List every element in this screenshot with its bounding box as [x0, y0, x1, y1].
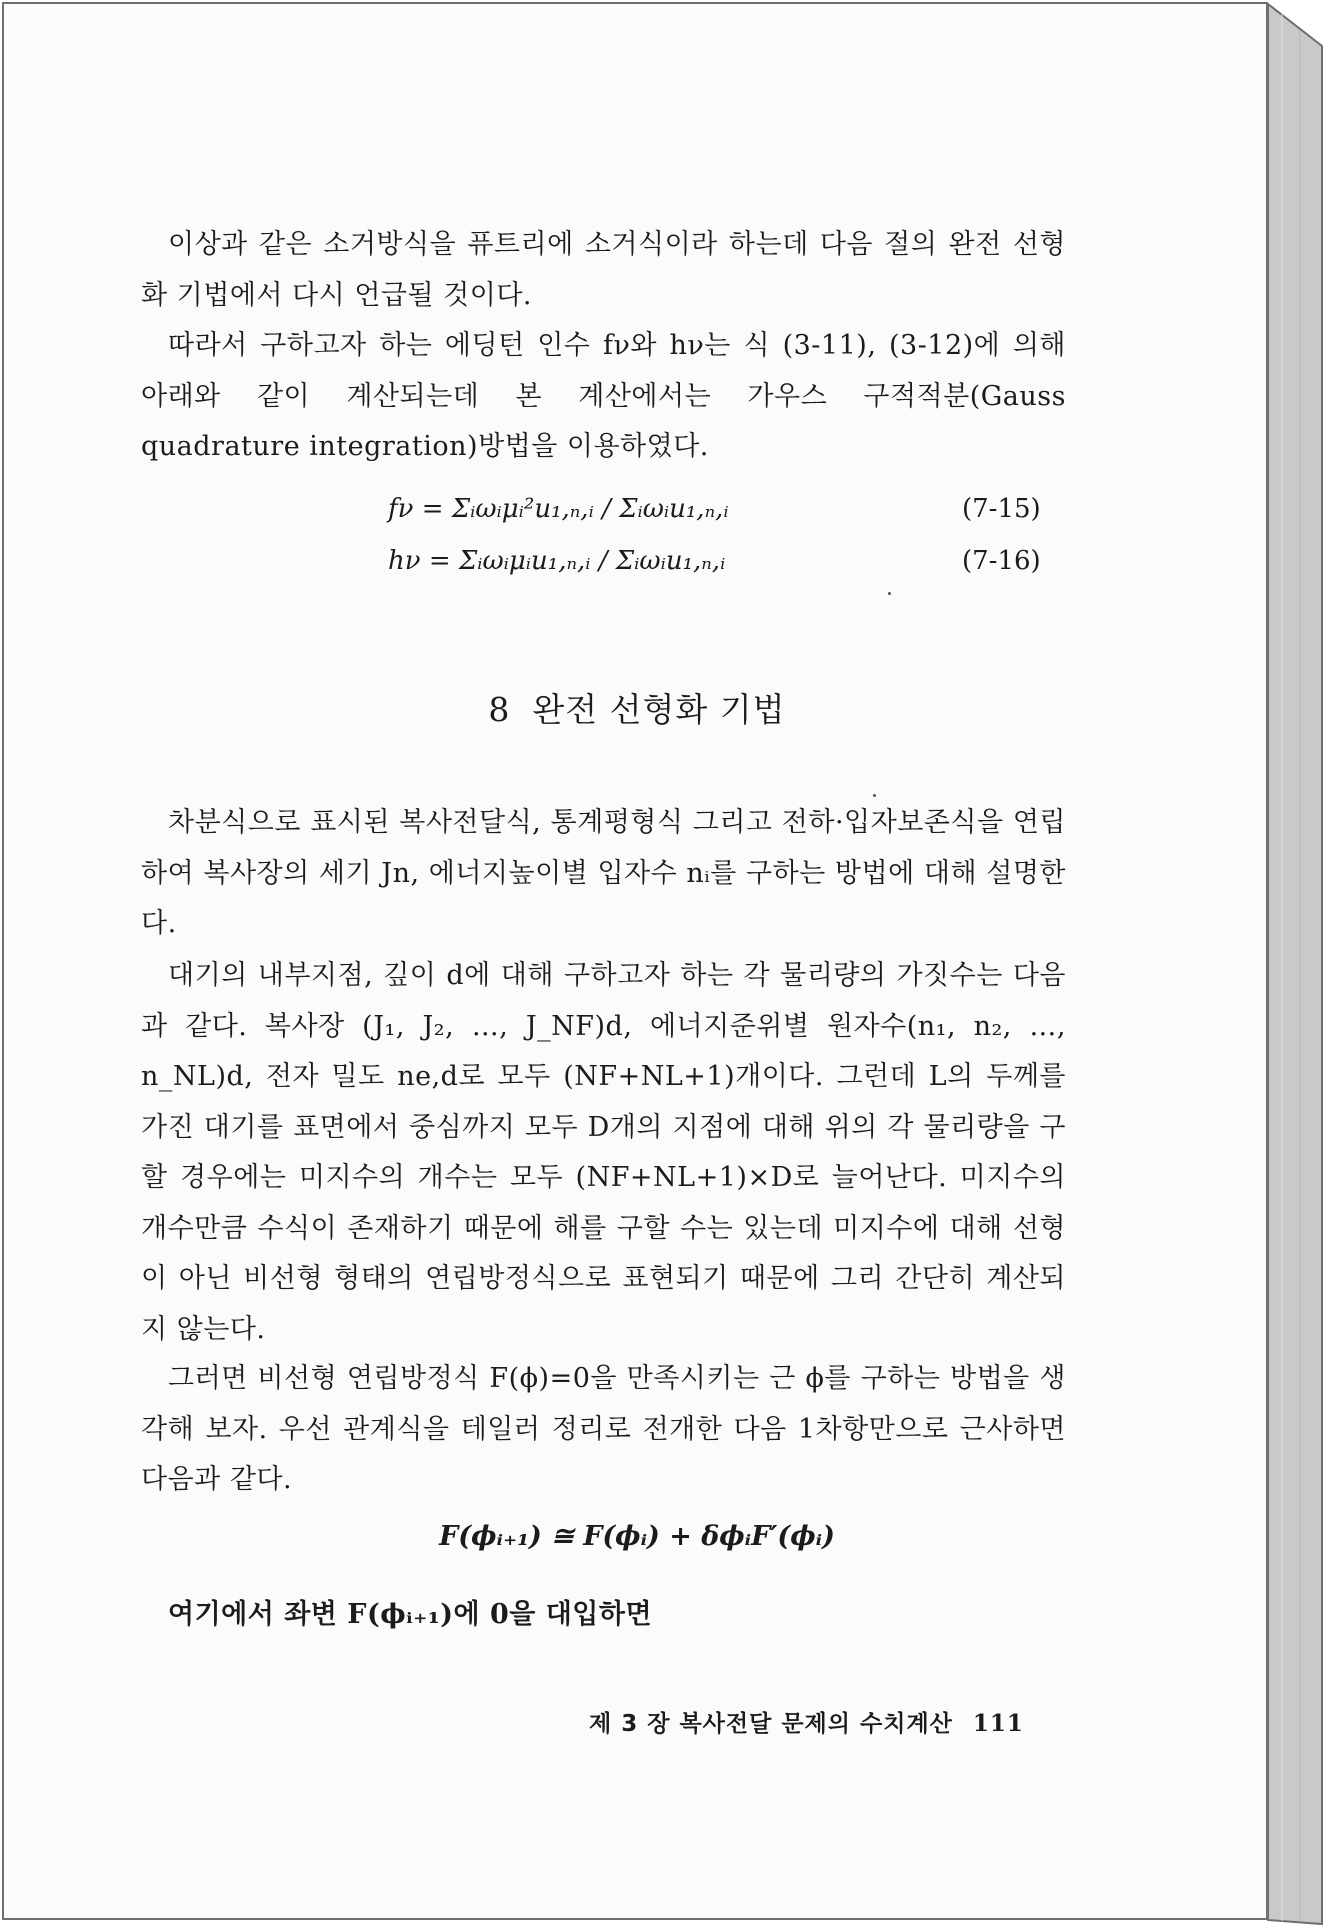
taylor-equation: F(ϕᵢ₊₁) ≅ F(ϕᵢ) + δϕᵢF′(ϕᵢ) — [439, 1521, 835, 1552]
page-number: 111 — [972, 1710, 1024, 1737]
scan-speck — [888, 592, 891, 595]
paragraph-unknowns: 대기의 내부지점, 깊이 d에 대해 구하고자 하는 각 물리량의 가짓수는 다음과 같다. 복사장 (J₁, J₂, …, J_NF)d, 에너지준위별 원자수(n₁, n₂, …, n_NL)d, 전자 밀도 ne,d로 모두 (NF+NL+1)개이다. 그런데 L의 두께를 가진 대기를 표면에서 중심까지 모두 D개의 지점에 대해 위의 각 물리량을 구할 경우에는 미지수의 개수는 모두 (NF+NL+1)×D로 늘어난다. 미지수의 개수만큼 수식이 존재하기 때문에 해를 구할 수는 있는데 미지수에 대해 선형이 아닌 비선형 형태의 연립방정식으로 표현되기 때문에 그리 간단히 계산되지 않는다. — [141, 960, 1066, 1345]
equation-number-7-15: (7-15) — [962, 494, 1041, 524]
section-number: 8 — [488, 690, 511, 729]
paragraph-nonlinear: 그러면 비선형 연립방정식 F(ϕ)=0을 만족시키는 근 ϕ를 구하는 방법을 생각해 보자. 우선 관계식을 테일러 정리로 전개한 다음 1차항만으로 근사하면 다음과 같다. — [141, 1363, 1066, 1495]
paragraph-eddington-factors: 따라서 구하고자 하는 에딩턴 인수 fν와 hν는 식 (3-11), (3-12)에 의해 아래와 같이 계산되는데 본 계산에서는 가우스 구적적분(Gauss quadrature integration)방법을 이용하였다. — [141, 330, 1066, 462]
page-sheet — [2, 2, 1268, 1920]
page-footer — [589, 1705, 1024, 1738]
equation-7-16: hν = Σᵢωᵢμᵢu₁,ₙ,ᵢ / Σᵢωᵢu₁,ₙ,ᵢ — [388, 546, 726, 576]
paragraph-elimination: 이상과 같은 소거방식을 퓨트리에 소거식이라 하는데 다음 절의 완전 선형화 기법에서 다시 언급될 것이다. — [141, 229, 1066, 311]
equation-number-7-16: (7-16) — [962, 546, 1041, 576]
section-heading — [4, 684, 1270, 731]
section-title: 완전 선형화 기법 — [532, 690, 786, 729]
page-content — [4, 4, 1270, 1922]
paragraph-complete-linearization: 차분식으로 표시된 복사전달식, 통계평형식 그리고 전하·입자보존식을 연립하여 복사장의 세기 Jn, 에너지높이별 입자수 nᵢ를 구하는 방법에 대해 설명한다. — [141, 807, 1066, 939]
paragraph-substitute: 여기에서 좌변 F(ϕᵢ₊₁)에 0을 대입하면 — [168, 1599, 653, 1630]
scan-speck — [873, 794, 876, 797]
equation-7-15: fν = Σᵢωᵢμᵢ²u₁,ₙ,ᵢ / Σᵢωᵢu₁,ₙ,ᵢ — [388, 494, 729, 524]
footer-chapter: 제 3 장 복사전달 문제의 수치계산 — [589, 1711, 953, 1737]
